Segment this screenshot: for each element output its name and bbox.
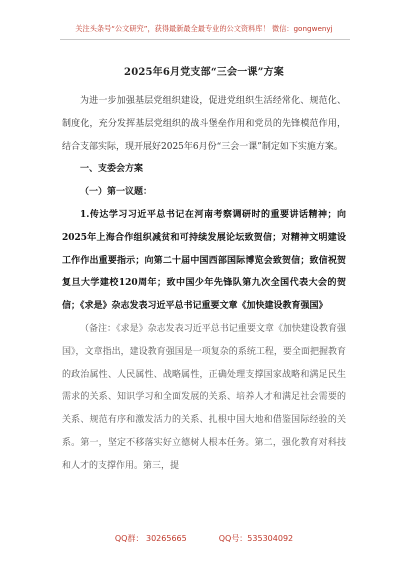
section-heading: 一、支委会方案 <box>80 164 144 175</box>
subsection-heading: （一）第一议题： <box>80 187 153 198</box>
header-divider <box>60 39 350 40</box>
header-banner: 关注头条号“公文研究”，获得最新最全最专业的公文资料库！ 微信：gongwenyj <box>75 24 333 33</box>
document-body <box>62 90 346 478</box>
footer-qq-group: QQ群： 30265665 <box>114 534 187 543</box>
document-title: 2025年6月党支部“三会一课”方案 <box>124 67 284 78</box>
footer-qq-number: QQ号：535304092 <box>218 534 294 543</box>
intro-paragraph: 为进一步加强基层党组织建设，促进党组织生活经常化、规范化、制度化，充分发挥基层党组织的战斗堡垒作用和党员的先锋模范作用，结合支部实际，现开展好2025年6月份“三会一课”制定如下实施方案。 <box>62 96 346 152</box>
note-paragraph: （备注：《求是》杂志发表习近平总书记重要文章《加快建设教育强国》，文章指出，建设教育强国是一项复杂的系统工程，要全面把握教育的政治属性、人民属性、战略属性，正确处理支撑国家战略和满足民生需求的关系、知识学习和全面发展的关系、培养人才和满足社会需要的关系、规范有序和激发活力的关系、扎根中国大地和借鉴国际经验的关系。第一，坚定不移落实好立德树人根本任务。第二，强化教育对科技和人才的支撑作用。第三，提 <box>62 323 346 471</box>
item-paragraph: 1.传达学习习近平总书记在河南考察调研时的重要讲话精神；向2025年上海合作组织减贫和可持续发展论坛致贺信；对精神文明建设工作作出重要指示；向第二十届中国西部国际博览会致贺信；致信祝贺复旦大学建校120周年；致中国少年先锋队第九次全国代表大会的贺信；《求是》杂志发表习近平总书记重要文章《加快建设教育强国》 <box>62 209 346 312</box>
footer-contact <box>0 533 408 544</box>
